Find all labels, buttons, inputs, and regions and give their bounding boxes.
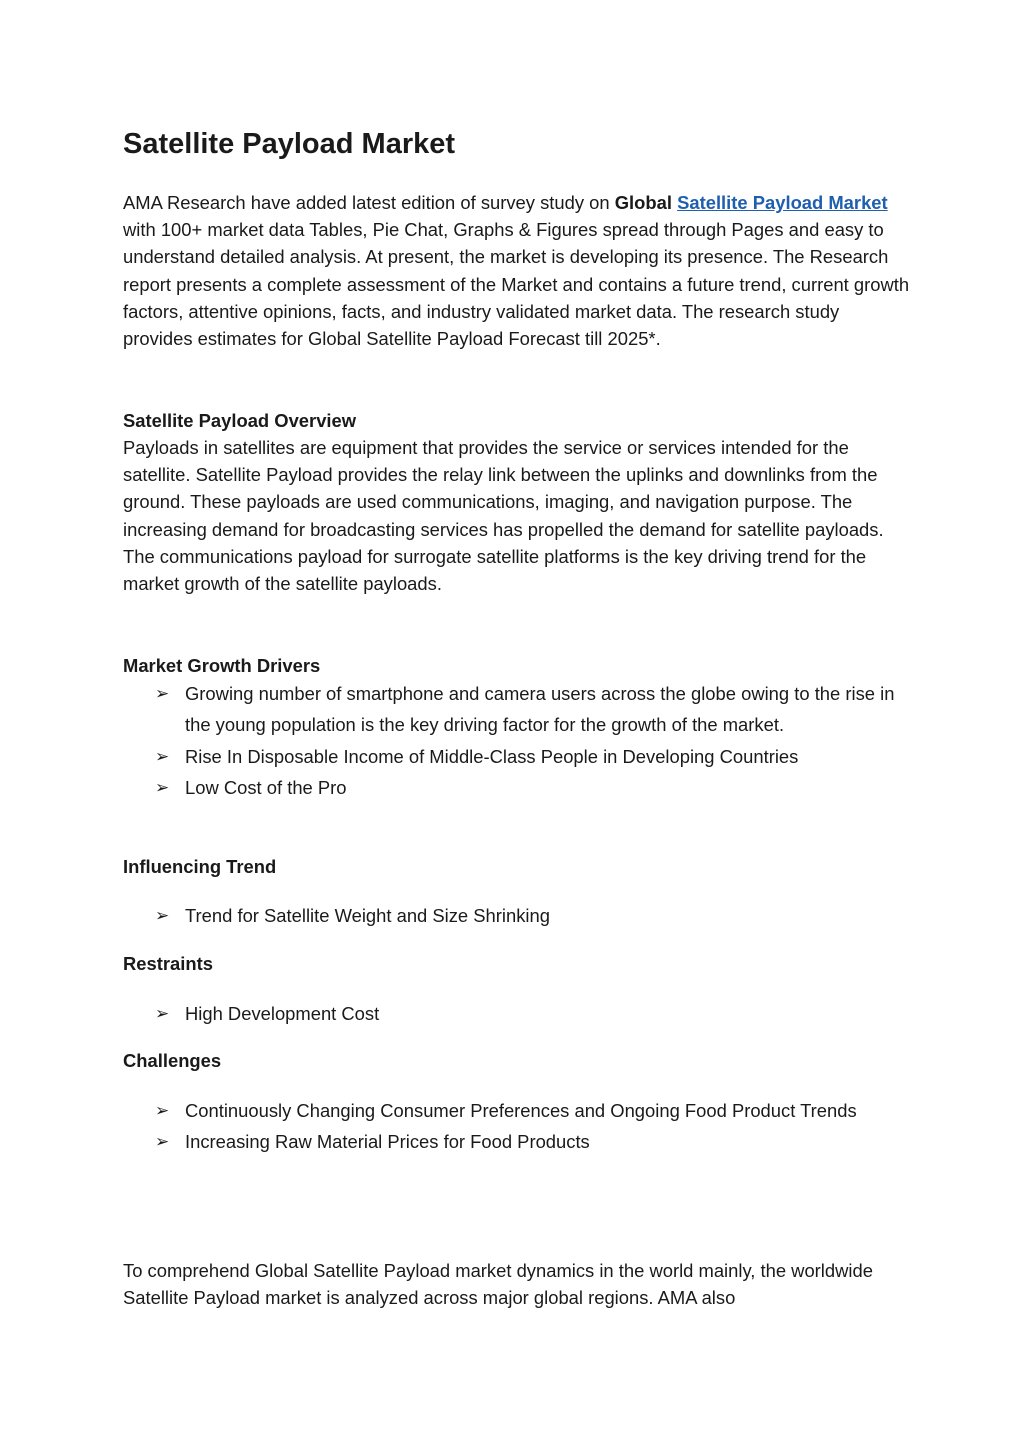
list-item (123, 900, 913, 931)
list-item-text: Rise In Disposable Income of Middle-Class People in Developing Countries (185, 745, 799, 767)
intro-text-continued: with 100+ market data Tables, Pie Chat, Graphs & Figures spread through Pages and easy to understand detailed analysis. At present, the market is developing its presence. The Research report presents a complete assessment of the Market and contains a future trend, current growth factors, attentive opinions, facts, and industry validated market data. The research study provides estimates for Global Satellite Payload Forecast till 2025*. (123, 219, 910, 350)
list-item (123, 1095, 913, 1126)
arrow-bullet-icon: ➢ (155, 1132, 170, 1152)
intro-text: AMA Research have added latest edition of survey study on (123, 192, 615, 213)
page-title: Satellite Payload Market (123, 128, 456, 160)
list-item-text: Trend for Satellite Weight and Size Shrinking (185, 905, 550, 926)
arrow-bullet-icon: ➢ (155, 746, 170, 766)
drivers-list (123, 678, 913, 803)
challenges-list (123, 1095, 913, 1158)
arrow-bullet-icon: ➢ (155, 1101, 170, 1120)
arrow-bullet-icon: ➢ (155, 684, 170, 703)
restraints-heading: Restraints (123, 953, 213, 974)
list-item-text: Increasing Raw Material Prices for Food Products (185, 1131, 590, 1153)
trend-list (123, 900, 913, 931)
drivers-heading: Market Growth Drivers (123, 655, 321, 676)
list-item (123, 741, 913, 772)
restraints-list (123, 998, 913, 1029)
list-item (123, 772, 913, 803)
list-item-text: Low Cost of the Pro (185, 776, 347, 798)
list-item-text: Continuously Changing Consumer Preferences and Ongoing Food Product Trends (185, 1100, 857, 1121)
arrow-bullet-icon: ➢ (155, 777, 170, 797)
challenges-heading: Challenges (123, 1050, 222, 1071)
list-item-text: High Development Cost (185, 1003, 380, 1024)
arrow-bullet-icon: ➢ (155, 906, 170, 925)
intro-paragraph (123, 189, 913, 352)
list-item (123, 678, 913, 741)
overview-heading: Satellite Payload Overview (123, 410, 357, 431)
satellite-payload-market-link[interactable]: Satellite Payload Market (677, 192, 888, 213)
list-item (123, 1126, 913, 1157)
list-item (123, 998, 913, 1029)
intro-bold-global: Global (614, 192, 672, 213)
influencing-trend-heading: Influencing Trend (123, 856, 277, 877)
arrow-bullet-icon: ➢ (155, 1004, 170, 1023)
list-item-text: Growing number of smartphone and camera users across the globe owing to the rise in the young population is the key driving factor for the growth of the market. (185, 683, 895, 736)
overview-paragraph: Payloads in satellites are equipment that provides the service or services intended for the satellite. Satellite Payload provides the relay link between the uplinks and downlinks from the ground. These payloads are used communications, imaging, and navigation purpose. The increasing demand for broadcasting services has propelled the demand for satellite payloads. The communications payload for surrogate satellite platforms is the key driving trend for the market growth of the satellite payloads. (123, 437, 884, 595)
closing-paragraph: To comprehend Global Satellite Payload market dynamics in the world mainly, the worldwide Satellite Payload market is analyzed across major global regions. AMA also (123, 1260, 873, 1309)
